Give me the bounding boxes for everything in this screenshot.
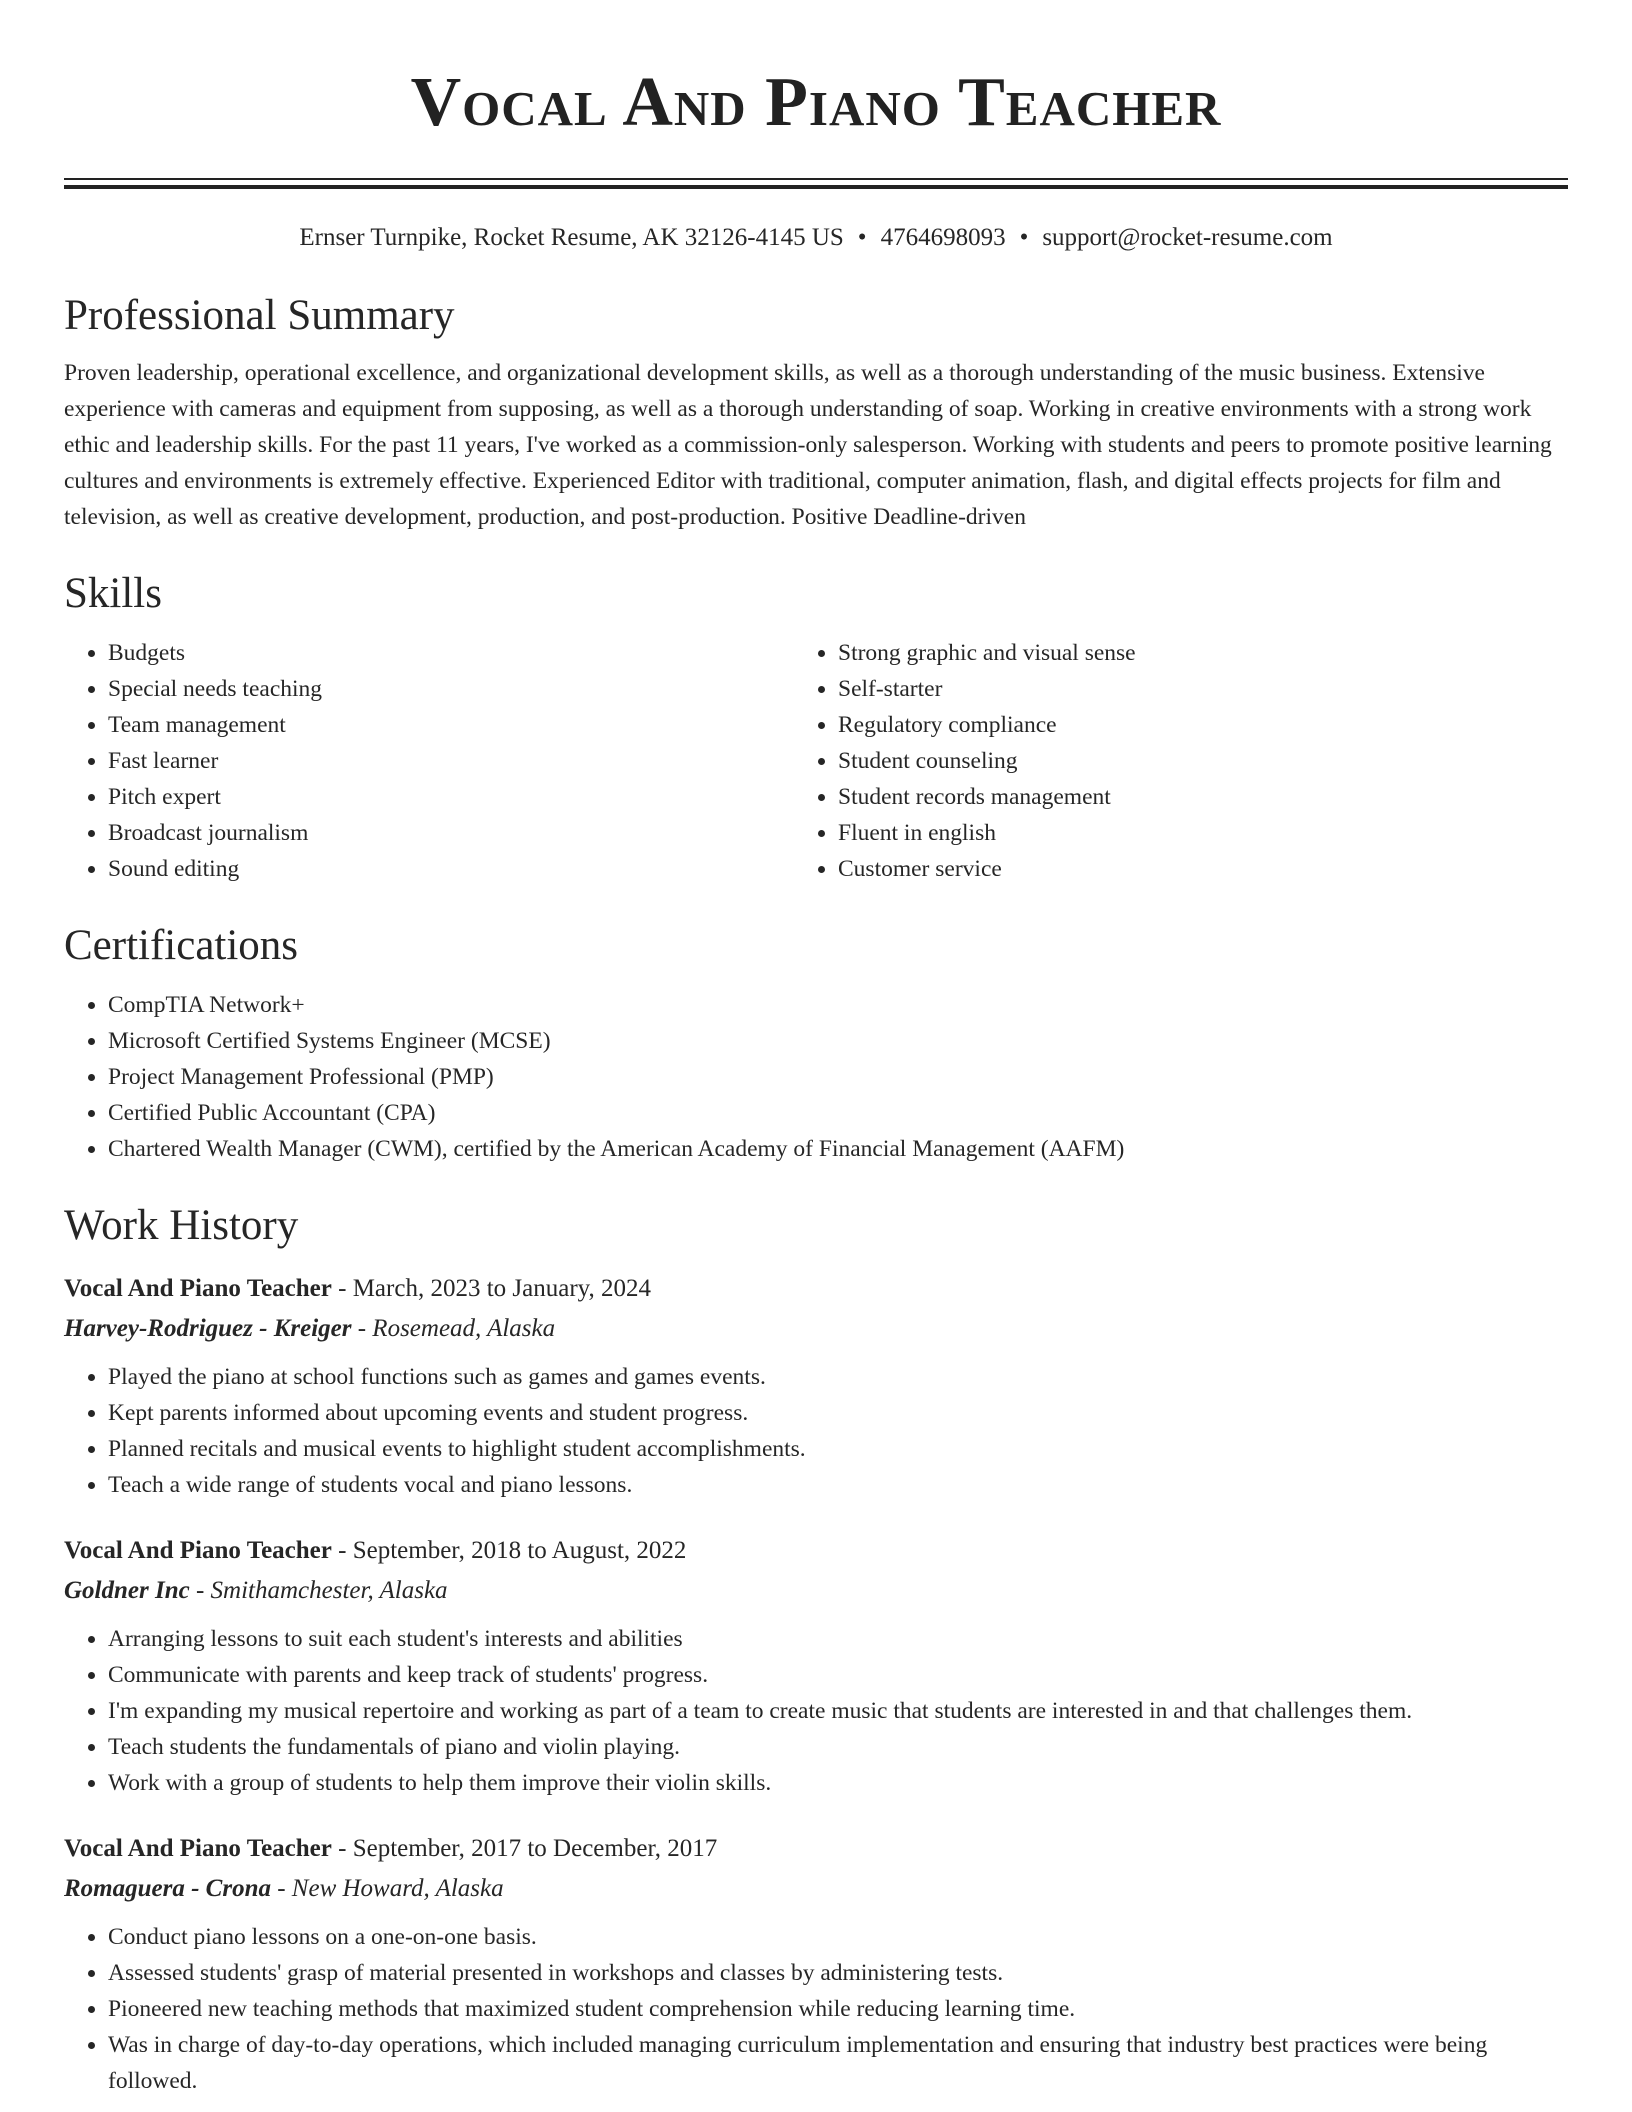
contact-email: support@rocket-resume.com (1042, 224, 1333, 251)
job-dates: - September, 2018 to August, 2022 (331, 1537, 687, 1564)
job-company-line (64, 1571, 1568, 1611)
skill-item: • Budgets (108, 635, 838, 671)
skill-item: • Student records management (838, 779, 1568, 815)
skills-list (64, 635, 1568, 887)
job-bullet: • Communicate with parents and keep track of students' progress. (108, 1657, 1568, 1693)
job-company: Romaguera - Crona (64, 1875, 271, 1902)
title-divider (64, 178, 1568, 189)
skill-item: • Strong graphic and visual sense (838, 635, 1568, 671)
job-bullet: • Teach students the fundamentals of piano and violin playing. (108, 1729, 1568, 1765)
job-dates: - March, 2023 to January, 2024 (331, 1275, 652, 1302)
job-title-line (64, 1269, 1568, 1309)
resume-title: Vocal And Piano Teacher (410, 64, 1222, 141)
skill-item: • Regulatory compliance (838, 707, 1568, 743)
job-company-line (64, 1309, 1568, 1349)
job-title: Vocal And Piano Teacher (64, 1835, 332, 1862)
skill-item: • Broadcast journalism (108, 815, 838, 851)
job-bullet: • Conduct piano lessons on a one-on-one basis. (108, 1919, 1568, 1955)
skill-item: • Sound editing (108, 851, 838, 887)
job-bullet: • Was in charge of day-to-day operations, which included managing curriculum implementation and ensuring that industry best practices were being followed. (108, 2027, 1568, 2099)
skills-section (64, 569, 1568, 887)
skill-item: • Team management (108, 707, 838, 743)
certifications-list (64, 987, 1568, 1167)
job-bullets (64, 1621, 1568, 1801)
certification-item: • Microsoft Certified Systems Engineer (MCSE) (108, 1023, 1568, 1059)
skill-item: • Fast learner (108, 743, 838, 779)
job-title-line (64, 1531, 1568, 1571)
job-bullet: • Planned recitals and musical events to highlight student accomplishments. (108, 1431, 1568, 1467)
job-bullet: • Played the piano at school functions such as games and games events. (108, 1359, 1568, 1395)
job-title: Vocal And Piano Teacher (64, 1275, 332, 1302)
certification-item: • CompTIA Network+ (108, 987, 1568, 1023)
job-title: Vocal And Piano Teacher (64, 1537, 332, 1564)
certification-item: • Certified Public Accountant (CPA) (108, 1095, 1568, 1131)
job-bullet: • Work with a group of students to help them improve their violin skills. (108, 1765, 1568, 1801)
work-history-section (64, 1201, 1568, 2099)
job-location: - New Howard, Alaska (270, 1875, 504, 1902)
contact-separator: • (857, 224, 867, 251)
contact-address: Ernser Turnpike, Rocket Resume, AK 32126-4145 US (299, 224, 844, 251)
summary-text: Proven leadership, operational excellence, and organizational development skills, as well as a thorough understanding of the music business. Extensive experience with cameras and equipment from supposing, as well as a thorough understanding of soap. Working in creative environments with a strong work ethic and leadership skills. For the past 11 years, I've worked as a commission-only salesperson. Working with students and peers to promote positive learning cultures and environments is extremely effective. Experienced Editor with traditional, computer animation, flash, and digital effects projects for film and television, as well as creative development, production, and post-production. Positive Deadline-driven (64, 360, 1552, 530)
job-bullet: • Pioneered new teaching methods that maximized student comprehension while reducing learning time. (108, 1991, 1568, 2027)
work-history-heading: Work History (64, 1202, 299, 1249)
summary-section (64, 291, 1568, 535)
certifications-heading: Certifications (64, 922, 299, 969)
job-bullet: • I'm expanding my musical repertoire and working as part of a team to create music that students are interested in and that challenges them. (108, 1693, 1568, 1729)
contact-phone: 4764698093 (880, 224, 1006, 251)
contact-separator: • (1019, 224, 1029, 251)
certification-item: • Chartered Wealth Manager (CWM), certified by the American Academy of Financial Management (AAFM) (108, 1131, 1568, 1167)
certification-item: • Project Management Professional (PMP) (108, 1059, 1568, 1095)
job-bullet: • Assessed students' grasp of material presented in workshops and classes by administering tests. (108, 1955, 1568, 1991)
job-title-line (64, 1829, 1568, 1869)
job-entry (64, 1829, 1568, 2099)
job-company-line (64, 1869, 1568, 1909)
skill-item: • Fluent in english (838, 815, 1568, 851)
certifications-section (64, 921, 1568, 1167)
job-company: Goldner Inc (64, 1577, 190, 1604)
job-bullet: • Kept parents informed about upcoming events and student progress. (108, 1395, 1568, 1431)
job-bullet: • Arranging lessons to suit each student's interests and abilities (108, 1621, 1568, 1657)
skills-heading: Skills (64, 570, 162, 617)
skill-item: • Customer service (838, 851, 1568, 887)
job-location: - Smithamchester, Alaska (189, 1577, 448, 1604)
skill-item: • Pitch expert (108, 779, 838, 815)
job-company: Harvey-Rodriguez - Kreiger (64, 1315, 352, 1342)
job-entry (64, 1269, 1568, 1503)
skill-item: • Student counseling (838, 743, 1568, 779)
job-entry (64, 1531, 1568, 1801)
job-location: - Rosemead, Alaska (351, 1315, 556, 1342)
skill-item: • Special needs teaching (108, 671, 838, 707)
skill-item: • Self-starter (838, 671, 1568, 707)
contact-line (64, 221, 1568, 255)
summary-heading: Professional Summary (64, 292, 455, 339)
job-dates: - September, 2017 to December, 2017 (331, 1835, 718, 1862)
job-bullets (64, 1919, 1568, 2099)
resume-page (64, 0, 1568, 2099)
job-bullet: • Teach a wide range of students vocal and piano lessons. (108, 1467, 1568, 1503)
job-bullets (64, 1359, 1568, 1503)
